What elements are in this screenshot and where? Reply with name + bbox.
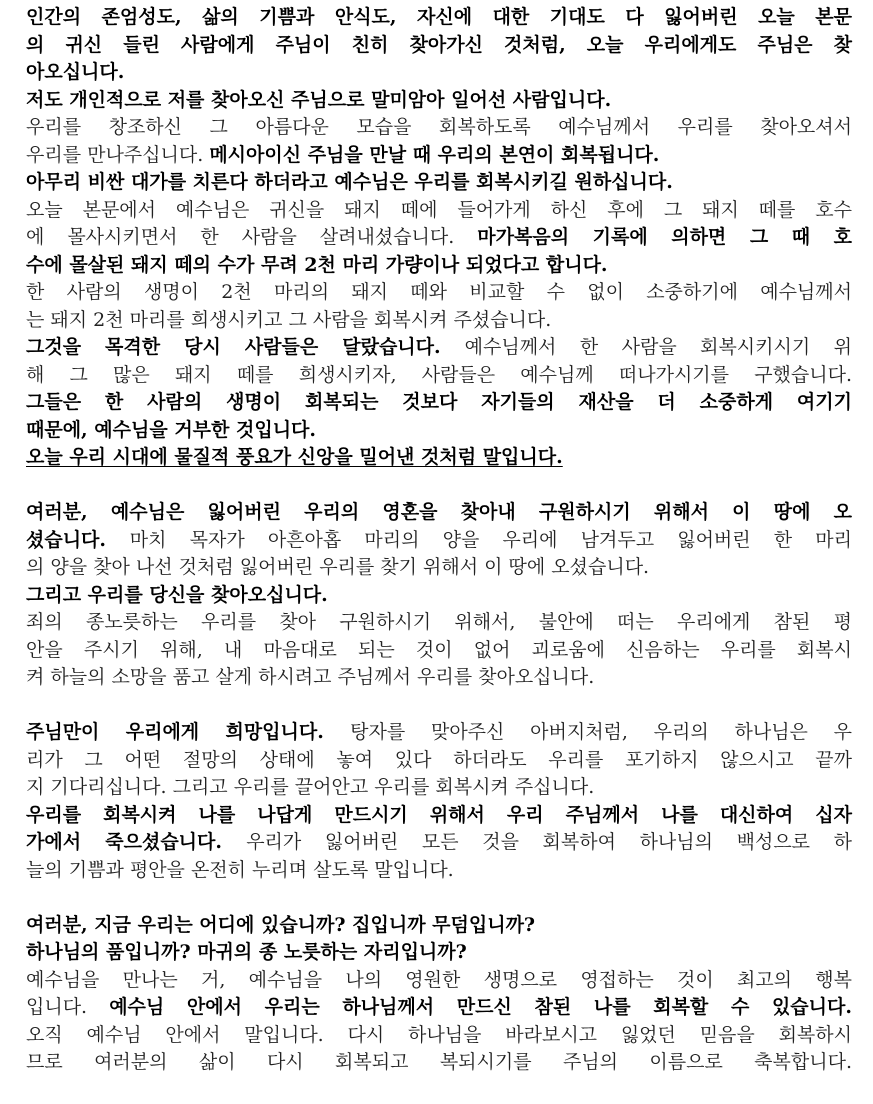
paragraph-gap <box>26 692 852 720</box>
paragraph <box>26 719 852 884</box>
plain-text: 안을 주시기 위해, 내 마음대로 되는 것이 없어 괴로움에 신음하는 우리를 회복시 <box>26 638 852 661</box>
paragraph <box>26 912 852 1077</box>
text-line <box>26 554 852 582</box>
bold-text: 때문에, 예수님을 거부한 것입니다. <box>26 418 317 441</box>
plain-text: 오직 예수님 안에서 말입니다. 다시 하나님을 바라보시고 잃었던 믿음을 회복하시 <box>26 1023 852 1046</box>
paragraph <box>26 4 852 472</box>
paragraph-gap <box>26 472 852 500</box>
plain-text: 해 그 많은 돼지 떼를 희생시키자, 사람들은 예수님께 떠나가시기를 구했습니다. <box>26 363 852 386</box>
text-line <box>26 87 852 115</box>
text-line <box>26 912 852 940</box>
plain-text: 켜 하늘의 소망을 품고 살게 하시려고 주님께서 우리를 찾아오십니다. <box>26 666 595 688</box>
plain-text: 지 기다리십니다. 그리고 우리를 끌어안고 우리를 회복시켜 주십니다. <box>26 776 595 798</box>
plain-text: 예수님께서 한 사람을 회복시키시기 위 <box>464 336 852 358</box>
plain-text: 오늘 본문에서 예수님은 귀신을 돼지 떼에 들어가게 하신 후에 그 돼지 떼를 호수 <box>26 198 852 221</box>
plain-text: 에 몰사시키면서 한 사람을 살려내셨습니다. <box>26 226 478 248</box>
plain-text: 입니다. <box>26 996 110 1018</box>
text-line <box>26 389 852 417</box>
text-line <box>26 279 852 307</box>
text-line <box>26 1022 852 1050</box>
text-line <box>26 802 852 830</box>
text-line <box>26 252 852 280</box>
plain-text: 예수님을 만나는 거, 예수님을 나의 영원한 생명으로 영접하는 것이 최고의 행복 <box>26 968 852 991</box>
plain-text: 는 돼지 2천 마리를 희생시키고 그 사람을 회복시켜 주셨습니다. <box>26 308 552 331</box>
text-line <box>26 334 852 362</box>
text-line <box>26 417 852 445</box>
plain-text: 우리를 창조하신 그 아름다운 모습을 회복하도록 예수님께서 우리를 찾아오셔서 <box>26 116 852 138</box>
text-line <box>26 527 852 555</box>
bold-text: 주님만이 우리에게 희망입니다. <box>26 721 351 743</box>
text-line <box>26 32 852 60</box>
text-line <box>26 197 852 225</box>
bold-text: 수에 몰살된 돼지 떼의 수가 무려 2천 마리 가량이나 되었다고 합니다. <box>26 253 608 276</box>
plain-text: 마치 목자가 아흔아홉 마리의 양을 우리에 남겨두고 잃어버린 한 마리 <box>129 528 852 551</box>
bold-text: 여러분, 예수님은 잃어버린 우리의 영혼을 찾아내 구원하시기 위해서 이 땅에 오 <box>26 501 852 523</box>
text-line <box>26 114 852 142</box>
bold-text: 가에서 죽으셨습니다. <box>26 831 247 853</box>
paragraph-gap <box>26 884 852 912</box>
bold-text: 셨습니다. <box>26 528 130 551</box>
text-line <box>26 1049 852 1077</box>
bold-text: 마가복음의 기록에 의하면 그 때 호 <box>477 226 852 248</box>
text-line <box>26 829 852 857</box>
bold-text: 인간의 존엄성도, 삶의 기쁨과 안식도, 자신에 대한 기대도 다 잃어버린 오늘 본문 <box>26 6 852 28</box>
text-line <box>26 59 852 87</box>
plain-text: 므로 여러분의 삶이 다시 회복되고 복되시기를 주님의 이름으로 축복합니다. <box>26 1051 852 1073</box>
text-line <box>26 362 852 390</box>
plain-text: 늘의 기쁨과 평안을 온전히 누리며 살도록 말입니다. <box>26 858 454 881</box>
paragraph <box>26 499 852 692</box>
text-line <box>26 664 852 692</box>
document-body <box>26 4 852 1077</box>
bold-text: 그들은 한 사람의 생명이 회복되는 것보다 자기들의 재산을 더 소중하게 여기기 <box>26 391 852 413</box>
bold-text: 아무리 비싼 대가를 치른다 하더라고 예수님은 우리를 회복시키길 원하십니다. <box>26 171 673 193</box>
bold-text: 아오십니다. <box>26 61 125 83</box>
plain-text: 죄의 종노릇하는 우리를 찾아 구원하시기 위해서, 불안에 떠는 우리에게 참된 평 <box>26 611 852 633</box>
text-line <box>26 142 852 170</box>
bold-text: 저도 개인적으로 저를 찾아오신 주님으로 말미암아 일어선 사람입니다. <box>26 88 612 111</box>
text-line <box>26 967 852 995</box>
bold-text: 하나님의 품입니까? 마귀의 종 노릇하는 자리입니까? <box>26 941 467 963</box>
text-line <box>26 307 852 335</box>
bold-text: 여러분, 지금 우리는 어디에 있습니까? 집입니까 무덤입니까? <box>26 913 536 936</box>
text-line <box>26 939 852 967</box>
text-line <box>26 609 852 637</box>
text-line <box>26 169 852 197</box>
bold-text: 그리고 우리를 당신을 찾아오십니다. <box>26 583 328 606</box>
text-line <box>26 637 852 665</box>
text-line <box>26 747 852 775</box>
text-line <box>26 774 852 802</box>
text-line <box>26 994 852 1022</box>
bold-text: 의 귀신 들린 사람에게 주님이 친히 찾아가신 것처럼, 오늘 우리에게도 주님은 찾 <box>26 33 852 56</box>
text-line <box>26 4 852 32</box>
plain-text: 한 사람의 생명이 2천 마리의 돼지 떼와 비교할 수 없이 소중하기에 예수님께서 <box>26 281 852 303</box>
bold-text: 그것을 목격한 당시 사람들은 달랐습니다. <box>26 336 465 358</box>
plain-text: 우리가 잃어버린 모든 것을 회복하여 하나님의 백성으로 하 <box>246 831 852 853</box>
text-line <box>26 582 852 610</box>
text-line <box>26 719 852 747</box>
bold-text: 메시아이신 주님을 만날 때 우리의 본연이 회복됩니다. <box>209 143 660 166</box>
plain-text: 탕자를 맞아주신 아버지처럼, 우리의 하나님은 우 <box>350 721 852 743</box>
plain-text: 의 양을 찾아 나선 것처럼 잃어버린 우리를 찾기 위해서 이 땅에 오셨습니다. <box>26 556 650 578</box>
text-line <box>26 224 852 252</box>
text-line <box>26 444 852 472</box>
plain-text: 우리를 만나주십니다. <box>26 143 210 166</box>
bold-text: 예수님 안에서 우리는 하나님께서 만드신 참된 나를 회복할 수 있습니다. <box>109 996 852 1018</box>
bold-text: 오늘 우리 시대에 물질적 풍요가 신앙을 밀어낸 것처럼 말입니다. <box>26 446 563 468</box>
bold-text: 우리를 회복시켜 나를 나답게 만드시기 위해서 우리 주님께서 나를 대신하여 십자 <box>26 803 852 826</box>
plain-text: 리가 그 어떤 절망의 상태에 놓여 있다 하더라도 우리를 포기하지 않으시고 끝까 <box>26 748 852 771</box>
text-line <box>26 857 852 885</box>
text-line <box>26 499 852 527</box>
